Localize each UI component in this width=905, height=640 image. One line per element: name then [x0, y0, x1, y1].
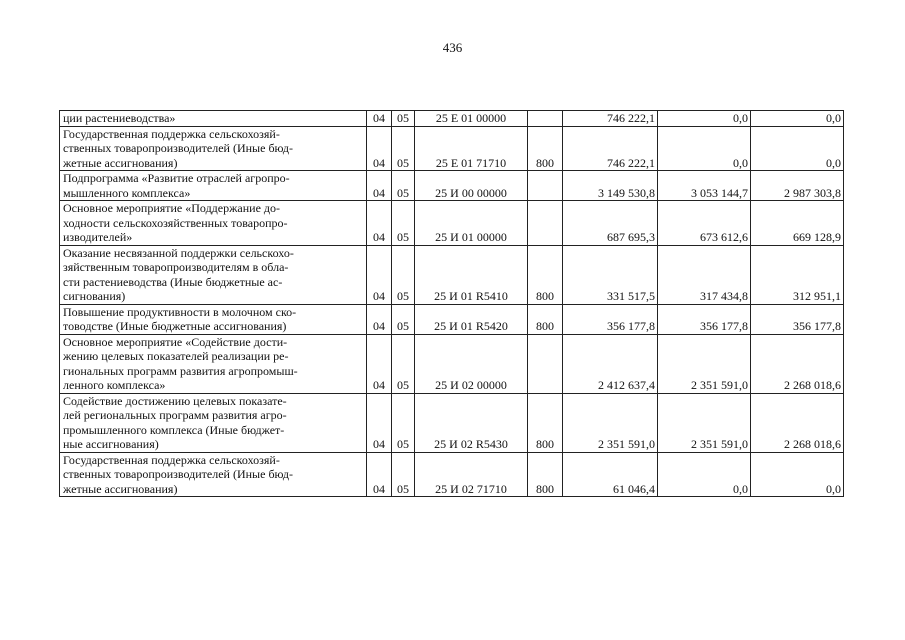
- row-name-line: ственных товаропроизводителей (Иные бюд-: [63, 141, 294, 155]
- row-name-line: Повышение продуктивности в молочном ско-: [63, 304, 297, 319]
- row-name-line: гиональных программ развития агропромыш-: [63, 363, 298, 378]
- razdel-cell: 04: [367, 126, 392, 171]
- razdel-cell: 04: [367, 111, 392, 127]
- amount-year2-cell: 356 177,8: [658, 304, 751, 334]
- table-row: [60, 452, 844, 497]
- amount-year3-cell: 2 268 018,6: [751, 393, 844, 452]
- razdel-cell: 04: [367, 245, 392, 304]
- target-article-cell: 25 Е 01 00000: [415, 111, 528, 127]
- row-name-cell: [60, 201, 367, 246]
- amount-year3-cell: 0,0: [751, 111, 844, 127]
- row-name-line: сигнования): [63, 289, 126, 303]
- target-article-cell: 25 Е 01 71710: [415, 126, 528, 171]
- target-article-cell: 25 И 01 00000: [415, 201, 528, 246]
- expense-type-cell: [528, 201, 563, 246]
- podrazdel-cell: 05: [392, 393, 415, 452]
- expense-type-cell: [528, 171, 563, 201]
- row-name-line: Государственная поддержка сельскохозяй-: [63, 452, 280, 467]
- amount-year1-cell: 687 695,3: [563, 201, 658, 246]
- amount-year3-cell: 312 951,1: [751, 245, 844, 304]
- amount-year2-cell: 2 351 591,0: [658, 334, 751, 393]
- row-name-line: зяйственным товаропроизводителям в обла-: [63, 260, 289, 274]
- expense-type-cell: [528, 334, 563, 393]
- row-name-line: промышленного комплекса (Иные бюджет-: [63, 422, 285, 437]
- row-name-line: Содействие достижению целевых показате-: [63, 393, 287, 408]
- amount-year2-cell: 0,0: [658, 126, 751, 171]
- razdel-cell: 04: [367, 171, 392, 201]
- podrazdel-cell: 05: [392, 334, 415, 393]
- podrazdel-cell: 05: [392, 171, 415, 201]
- table-row: [60, 171, 844, 201]
- expense-type-cell: 800: [528, 393, 563, 452]
- razdel-cell: 04: [367, 452, 392, 497]
- amount-year3-cell: 0,0: [751, 126, 844, 171]
- amount-year1-cell: 61 046,4: [563, 452, 658, 497]
- expense-type-cell: 800: [528, 452, 563, 497]
- row-name-cell: [60, 126, 367, 171]
- row-name-line: жению целевых показателей реализации ре-: [63, 349, 289, 363]
- row-name-line: ходности сельскохозяйственных товаропро-: [63, 215, 288, 230]
- row-name-cell: [60, 111, 367, 127]
- row-name-cell: [60, 334, 367, 393]
- table-row: [60, 201, 844, 246]
- row-name-line: Основное мероприятие «Содействие дости-: [63, 334, 288, 349]
- table-row: [60, 304, 844, 334]
- razdel-cell: 04: [367, 304, 392, 334]
- podrazdel-cell: 05: [392, 304, 415, 334]
- amount-year3-cell: 0,0: [751, 452, 844, 497]
- podrazdel-cell: 05: [392, 126, 415, 171]
- row-name-line: ленного комплекса»: [63, 378, 166, 392]
- table-row: [60, 334, 844, 393]
- amount-year2-cell: 3 053 144,7: [658, 171, 751, 201]
- amount-year2-cell: 673 612,6: [658, 201, 751, 246]
- row-name-cell: [60, 393, 367, 452]
- table-row: [60, 245, 844, 304]
- podrazdel-cell: 05: [392, 245, 415, 304]
- row-name-line: лей региональных программ развития агро-: [63, 408, 287, 422]
- expense-type-cell: [528, 111, 563, 127]
- target-article-cell: 25 И 02 00000: [415, 334, 528, 393]
- amount-year3-cell: 2 268 018,6: [751, 334, 844, 393]
- row-name-line: сти растениеводства (Иные бюджетные ас-: [63, 274, 283, 289]
- target-article-cell: 25 И 00 00000: [415, 171, 528, 201]
- row-name-line: изводителей»: [63, 230, 133, 244]
- row-name-line: ные ассигнования): [63, 437, 159, 451]
- row-name-line: Подпрограмма «Развитие отраслей агропро-: [63, 171, 290, 185]
- row-name-line: жетные ассигнования): [63, 481, 178, 496]
- row-name-cell: [60, 304, 367, 334]
- table-body: [60, 111, 844, 497]
- row-name-cell: [60, 452, 367, 497]
- amount-year1-cell: 356 177,8: [563, 304, 658, 334]
- expense-type-cell: 800: [528, 304, 563, 334]
- amount-year1-cell: 746 222,1: [563, 126, 658, 171]
- amount-year3-cell: 669 128,9: [751, 201, 844, 246]
- row-name-cell: [60, 245, 367, 304]
- amount-year3-cell: 2 987 303,8: [751, 171, 844, 201]
- amount-year1-cell: 3 149 530,8: [563, 171, 658, 201]
- budget-table: [59, 110, 844, 497]
- expense-type-cell: 800: [528, 126, 563, 171]
- amount-year2-cell: 0,0: [658, 111, 751, 127]
- podrazdel-cell: 05: [392, 201, 415, 246]
- row-name-line: Оказание несвязанной поддержки сельскохо-: [63, 245, 294, 260]
- amount-year3-cell: 356 177,8: [751, 304, 844, 334]
- row-name-line: Основное мероприятие «Поддержание до-: [63, 201, 280, 215]
- row-name-line: Государственная поддержка сельскохозяй-: [63, 126, 280, 141]
- row-name-line: ции растениеводства»: [63, 111, 176, 125]
- razdel-cell: 04: [367, 334, 392, 393]
- row-name-line: мышленного комплекса»: [63, 185, 191, 200]
- table-row: [60, 111, 844, 127]
- amount-year1-cell: 2 351 591,0: [563, 393, 658, 452]
- amount-year1-cell: 2 412 637,4: [563, 334, 658, 393]
- page-number: 436: [442, 40, 463, 55]
- table-row: [60, 393, 844, 452]
- target-article-cell: 25 И 02 71710: [415, 452, 528, 497]
- target-article-cell: 25 И 01 R5420: [415, 304, 528, 334]
- amount-year2-cell: 2 351 591,0: [658, 393, 751, 452]
- row-name-line: жетные ассигнования): [63, 155, 178, 170]
- amount-year2-cell: 0,0: [658, 452, 751, 497]
- amount-year1-cell: 331 517,5: [563, 245, 658, 304]
- podrazdel-cell: 05: [392, 111, 415, 127]
- row-name-line: товодстве (Иные бюджетные ассигнования): [63, 319, 287, 333]
- razdel-cell: 04: [367, 201, 392, 246]
- amount-year2-cell: 317 434,8: [658, 245, 751, 304]
- row-name-line: ственных товаропроизводителей (Иные бюд-: [63, 467, 294, 481]
- row-name-cell: [60, 171, 367, 201]
- podrazdel-cell: 05: [392, 452, 415, 497]
- amount-year1-cell: 746 222,1: [563, 111, 658, 127]
- expense-type-cell: 800: [528, 245, 563, 304]
- razdel-cell: 04: [367, 393, 392, 452]
- target-article-cell: 25 И 01 R5410: [415, 245, 528, 304]
- table-row: [60, 126, 844, 171]
- target-article-cell: 25 И 02 R5430: [415, 393, 528, 452]
